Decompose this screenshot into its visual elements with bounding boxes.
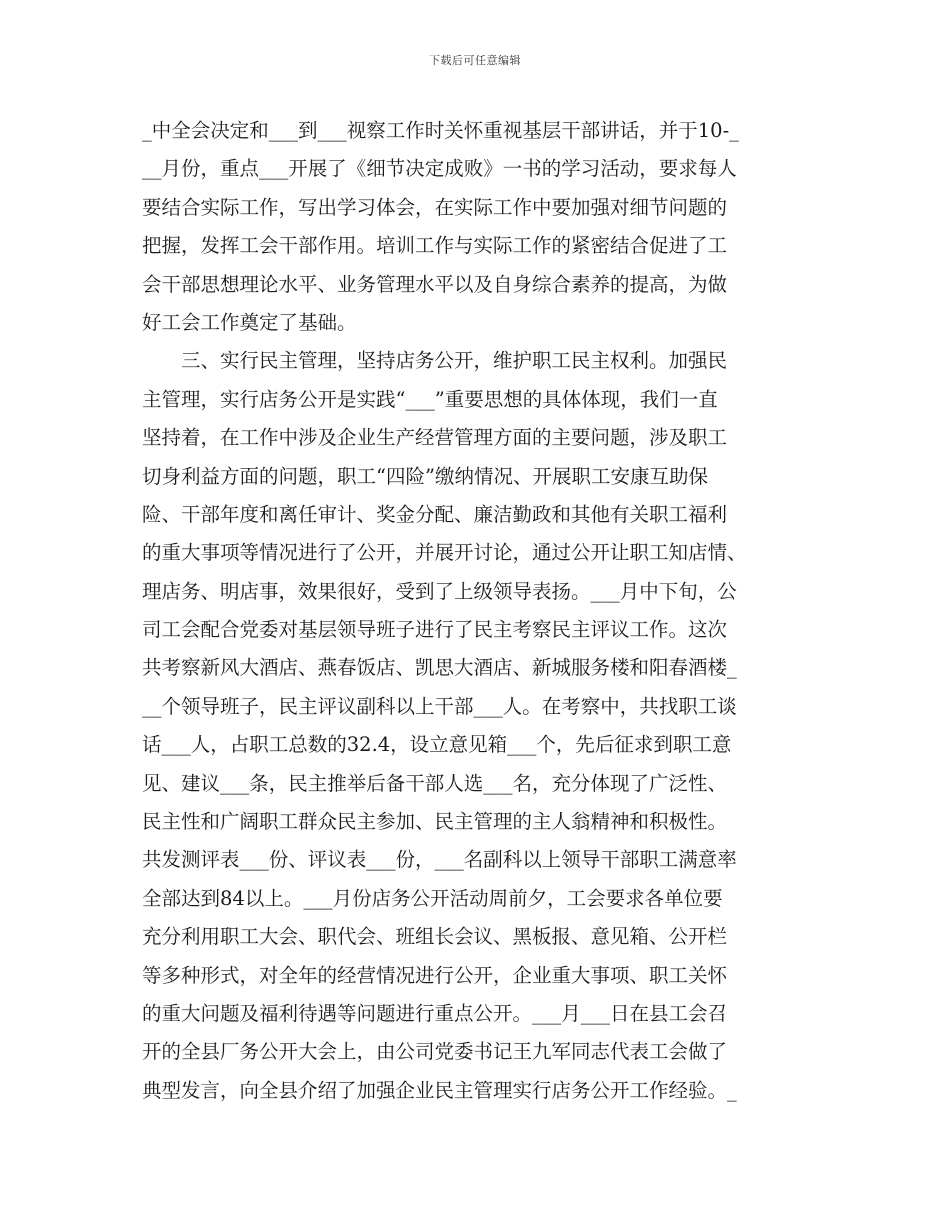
- text-line: 见、建议___条，民主推举后备干部人选___名，充分体现了广泛性、: [142, 771, 728, 795]
- text-line: 共发测评表___份、评议表___份，___名副科以上领导干部职工满意率: [142, 848, 737, 872]
- text-line: 主管理，实行店务公开是实践“___”重要思想的具体体现，我们一直: [142, 387, 718, 411]
- text-line: 开的全县厂务公开大会上，由公司党委书记王九军同志代表工会做了: [142, 1040, 728, 1064]
- text-line: 等多种形式，对全年的经营情况进行公开，企业重大事项、职工关怀: [142, 963, 728, 987]
- text-line: 理店务、明店事，效果很好，受到了上级领导表扬。___月中下旬，公: [142, 579, 737, 603]
- text-line: 好工会工作奠定了基础。: [142, 310, 357, 334]
- text-line: 典型发言，向全县介绍了加强企业民主管理实行店务公开工作经验。_: [142, 1078, 737, 1102]
- text-line: 话___人，占职工总数的32.4，设立意见箱___个，先后征求到职工意: [142, 733, 732, 757]
- text-line: 充分利用职工大会、职代会、班组长会议、黑板报、意见箱、公开栏: [142, 925, 728, 949]
- text-line: 司工会配合党委对基层领导班子进行了民主考察民主评议工作。这次: [142, 618, 728, 642]
- text-line: 险、干部年度和离任审计、奖金分配、廉洁勤政和其他有关职工福利: [142, 502, 728, 526]
- text-line: 切身利益方面的问题，职工“四险”缴纳情况、开展职工安康互助保: [142, 464, 708, 488]
- text-line: 坚持着，在工作中涉及企业生产经营管理方面的主要问题，涉及职工: [142, 426, 728, 450]
- document-body: [142, 112, 814, 1110]
- page-header: 下载后可任意编辑: [429, 54, 521, 67]
- text-line: 把握，发挥工会干部作用。培训工作与实际工作的紧密结合促进了工: [142, 234, 728, 258]
- text-line: 共考察新风大酒店、燕春饭店、凯思大酒店、新城服务楼和阳春酒楼_: [142, 656, 737, 680]
- text-line: _中全会决定和___到___视察工作时关怀重视基层干部讲话，并于10-_: [142, 119, 739, 142]
- text-line: 会干部思想理论水平、业务管理水平以及自身综合素养的提高，为做: [142, 272, 728, 296]
- text-line: 的重大事项等情况进行了公开，并展开讨论，通过公开让职工知店情、: [142, 541, 747, 565]
- text-line: 要结合实际工作，写出学习体会，在实际工作中要加强对细节问题的: [142, 195, 728, 219]
- section-heading-line: 三、实行民主管理，坚持店务公开，维护职工民主权利。加强民: [142, 349, 728, 373]
- text-line: 全部达到84以上。___月份店务公开活动周前夕，工会要求各单位要: [142, 886, 723, 910]
- text-line: 的重大问题及福利待遇等问题进行重点公开。___月___日在县工会召: [142, 1001, 728, 1025]
- text-line: __个领导班子，民主评议副科以上干部___人。在考察中，共找职工谈: [142, 694, 737, 718]
- text-line: __月份，重点___开展了《细节决定成败》一书的学习活动，要求每人: [142, 157, 737, 181]
- text-line: 民主性和广阔职工群众民主参加、民主管理的主人翁精神和积极性。: [142, 810, 728, 834]
